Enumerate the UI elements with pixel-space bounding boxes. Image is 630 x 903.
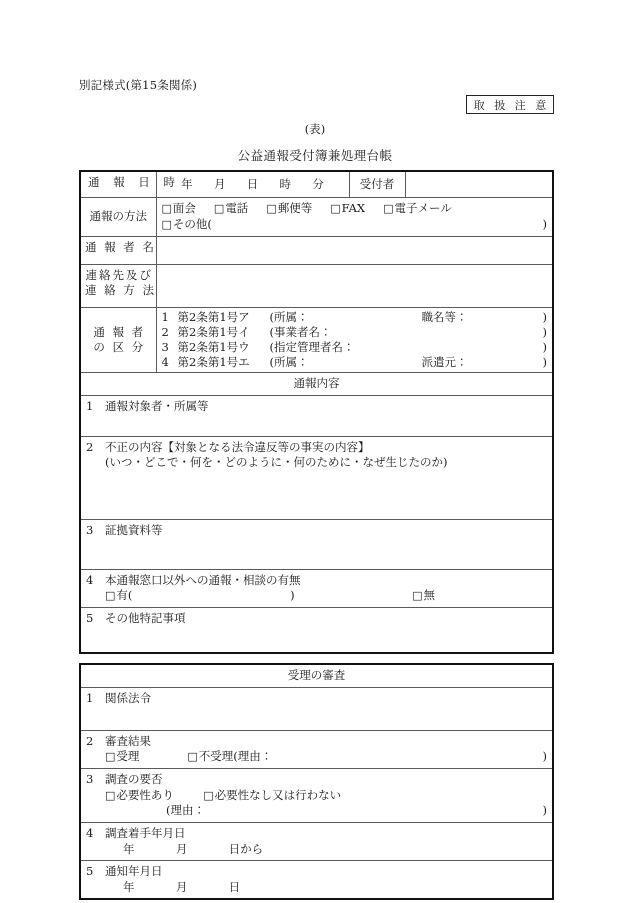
- review-item-2-options: [86, 749, 547, 765]
- section-gap: [80, 653, 553, 664]
- cell-content-item-2[interactable]: [80, 436, 553, 519]
- table-row-review-item-2: [80, 730, 553, 768]
- start-date-day: 日から: [228, 841, 264, 856]
- table-row-content-item-3: [80, 519, 553, 569]
- paren-close-review-reject: ): [542, 749, 547, 764]
- side-label: (表): [304, 122, 326, 136]
- cell-report-datetime-fields[interactable]: [156, 171, 349, 198]
- table-row-review-banner: [80, 664, 553, 687]
- classification-field1-3: (指定管理者名：: [269, 340, 355, 355]
- cell-content-item-3[interactable]: [80, 519, 553, 569]
- review-item-5-title: 通知年月日: [105, 864, 163, 879]
- classification-close-1: ): [542, 309, 547, 324]
- handling-notice-label: 取 扱 注 意: [473, 98, 550, 112]
- table-row-review-item-1: [80, 687, 553, 730]
- handling-notice-box: [466, 95, 554, 114]
- classification-row-3[interactable]: [162, 340, 548, 355]
- review-item-1-number: 1: [86, 690, 94, 705]
- label-reporter-classification: 通 報 者 の 区 分: [80, 307, 156, 373]
- review-item-3-options: [86, 788, 547, 804]
- notify-date-month: 月: [175, 879, 188, 894]
- checkbox-method-mail[interactable]: □ 郵便等: [266, 201, 312, 217]
- classification-field1-4: (所属：: [269, 355, 309, 370]
- field-contact-value[interactable]: [156, 264, 553, 307]
- content-item-2-title: 不正の内容【対象となる法令違反等の事実の内容】: [105, 439, 370, 454]
- checkbox-other-report-no[interactable]: □ 無: [412, 588, 435, 604]
- checkbox-method-email[interactable]: □ 電子メール: [383, 201, 452, 217]
- classification-num-1: 1: [161, 309, 169, 324]
- report-method-checkbox-group: [162, 201, 548, 217]
- cell-content-item-5[interactable]: [80, 608, 553, 654]
- form-table-wrapper: [79, 170, 552, 900]
- table-row-report-datetime: [80, 171, 553, 198]
- review-item-3-reason-line: [86, 803, 547, 819]
- section-banner-report-content: 通報内容: [80, 373, 553, 396]
- review-item-3-number: 3: [86, 772, 94, 787]
- classification-num-2: 2: [161, 324, 169, 339]
- table-row-content-item-2: [80, 436, 553, 519]
- cell-review-item-5[interactable]: [80, 861, 553, 900]
- review-item-5-date-line: [86, 880, 547, 896]
- checkbox-review-accept[interactable]: □ 受理: [105, 749, 139, 765]
- cell-review-item-1[interactable]: [80, 687, 553, 730]
- classification-article-3: 第2条第1号ウ: [177, 340, 250, 355]
- paren-close-other-report-yes: ): [290, 588, 295, 603]
- classification-num-3: 3: [161, 340, 169, 355]
- classification-row-1[interactable]: [162, 310, 548, 325]
- checkbox-investigation-needed[interactable]: □ 必要性あり: [105, 788, 174, 802]
- content-item-3-title: 証拠資料等: [105, 522, 163, 537]
- table-row-review-item-4: [80, 823, 553, 861]
- cell-report-method-options: [156, 198, 553, 237]
- date-field-month: 月: [213, 176, 226, 191]
- checkbox-method-phone[interactable]: □ 電話: [214, 201, 248, 217]
- date-field-minute: 分: [312, 176, 324, 191]
- classification-close-4: ): [542, 355, 547, 370]
- notify-date-day: 日: [228, 879, 241, 894]
- date-field-day: 日: [246, 176, 259, 191]
- table-row-content-item-5: [80, 608, 553, 654]
- review-item-1-title: 関係法令: [105, 690, 151, 705]
- content-item-3-number: 3: [86, 522, 94, 537]
- label-contact: 連絡先及び 連 絡 方 法: [80, 264, 156, 307]
- table-row-review-item-3: [80, 769, 553, 823]
- checkbox-method-fax[interactable]: □ FAX: [330, 201, 365, 217]
- content-item-2-subtitle: (いつ・どこで・何を・どのように・何のために・なぜ生じたのか): [105, 455, 448, 470]
- review-item-4-date-line: [86, 842, 547, 858]
- content-item-4-number: 4: [86, 572, 94, 587]
- classification-field1-1: (所属：: [269, 309, 309, 324]
- label-report-datetime: 通 報 日 時: [80, 171, 156, 198]
- classification-list: [157, 308, 553, 373]
- review-item-2-title: 審査結果: [105, 733, 151, 748]
- checkbox-method-other[interactable]: □ その他(: [162, 217, 212, 233]
- label-receiver: 受付者: [349, 171, 405, 198]
- classification-close-3: ): [542, 340, 547, 355]
- table-row-content-item-1: [80, 395, 553, 436]
- table-row-content-banner: [80, 373, 553, 396]
- paren-close-method-other: ): [542, 216, 547, 231]
- cell-review-item-4[interactable]: [80, 823, 553, 861]
- classification-article-4: 第2条第1号エ: [177, 355, 250, 370]
- paren-close-review-item-3-reason: ): [542, 803, 547, 818]
- content-item-4-options: [86, 588, 547, 604]
- classification-num-4: 4: [161, 355, 169, 370]
- label-reporter-name: 通 報 者 名: [80, 236, 156, 264]
- review-item-3-reason-label[interactable]: (理由：: [166, 803, 205, 818]
- cell-content-item-1[interactable]: [80, 395, 553, 436]
- table-row-reporter-classification: [80, 307, 553, 373]
- classification-field2-3: [422, 340, 543, 355]
- content-item-1-number: 1: [86, 398, 94, 413]
- classification-field2-2: [422, 325, 543, 340]
- label-report-method: 通報の方法: [80, 198, 156, 237]
- review-item-4-title: 調査着手年月日: [105, 826, 186, 840]
- review-item-3-title: 調査の要否: [105, 772, 163, 787]
- field-reporter-name[interactable]: [156, 236, 553, 264]
- classification-row-2[interactable]: [162, 325, 548, 340]
- field-receiver-value[interactable]: [405, 171, 553, 198]
- document-title: 公益通報受付簿兼処理台帳: [237, 148, 393, 163]
- table-row-report-method: [80, 198, 553, 237]
- content-item-1-title: 通報対象者・所属等: [105, 398, 209, 413]
- content-item-5-title: その他特記事項: [105, 611, 186, 626]
- classification-close-2: ): [542, 324, 547, 339]
- start-date-month: 月: [175, 841, 188, 856]
- table-row-section-gap: [80, 653, 553, 664]
- date-field-hour: 時: [279, 176, 292, 191]
- checkbox-other-report-yes[interactable]: □ 有(: [105, 588, 132, 604]
- cell-classification-options: [156, 307, 553, 373]
- table-row-contact: [80, 264, 553, 307]
- review-item-2-number: 2: [86, 733, 94, 748]
- form-table: [79, 170, 554, 900]
- content-item-2-number: 2: [86, 439, 94, 454]
- table-row-reporter-name: [80, 236, 553, 264]
- checkbox-method-meeting[interactable]: □ 面会: [162, 201, 196, 217]
- checkbox-investigation-not-needed[interactable]: □ 必要性なし又は行わない: [203, 788, 341, 802]
- table-row-review-item-5: [80, 861, 553, 900]
- classification-field2-1: 職名等：: [421, 309, 468, 324]
- cell-review-item-3: [80, 769, 553, 823]
- content-item-4-title: 本通報窓口以外への通報・相談の有無: [105, 572, 301, 587]
- checkbox-review-reject[interactable]: □ 不受理(理由：: [187, 749, 272, 765]
- date-field-year: 年: [181, 176, 193, 191]
- form-number: 別記様式(第15条関係): [79, 78, 198, 92]
- review-item-4-number: 4: [86, 826, 94, 840]
- table-row-content-item-4: [80, 569, 553, 607]
- notify-date-year: 年: [123, 879, 135, 894]
- cell-content-item-4: [80, 569, 553, 607]
- start-date-year: 年: [123, 841, 135, 856]
- review-item-5-number: 5: [86, 864, 94, 879]
- classification-article-1: 第2条第1号ア: [177, 309, 250, 324]
- classification-field2-4: 派遣元：: [421, 355, 468, 370]
- classification-article-2: 第2条第1号イ: [177, 324, 250, 339]
- cell-review-item-2: [80, 730, 553, 768]
- section-banner-review: 受理の審査: [80, 664, 553, 687]
- content-item-5-number: 5: [86, 611, 94, 626]
- classification-field1-2: (事業者名：: [269, 324, 332, 339]
- report-method-other-line: [162, 217, 548, 233]
- classification-row-4[interactable]: [162, 355, 548, 370]
